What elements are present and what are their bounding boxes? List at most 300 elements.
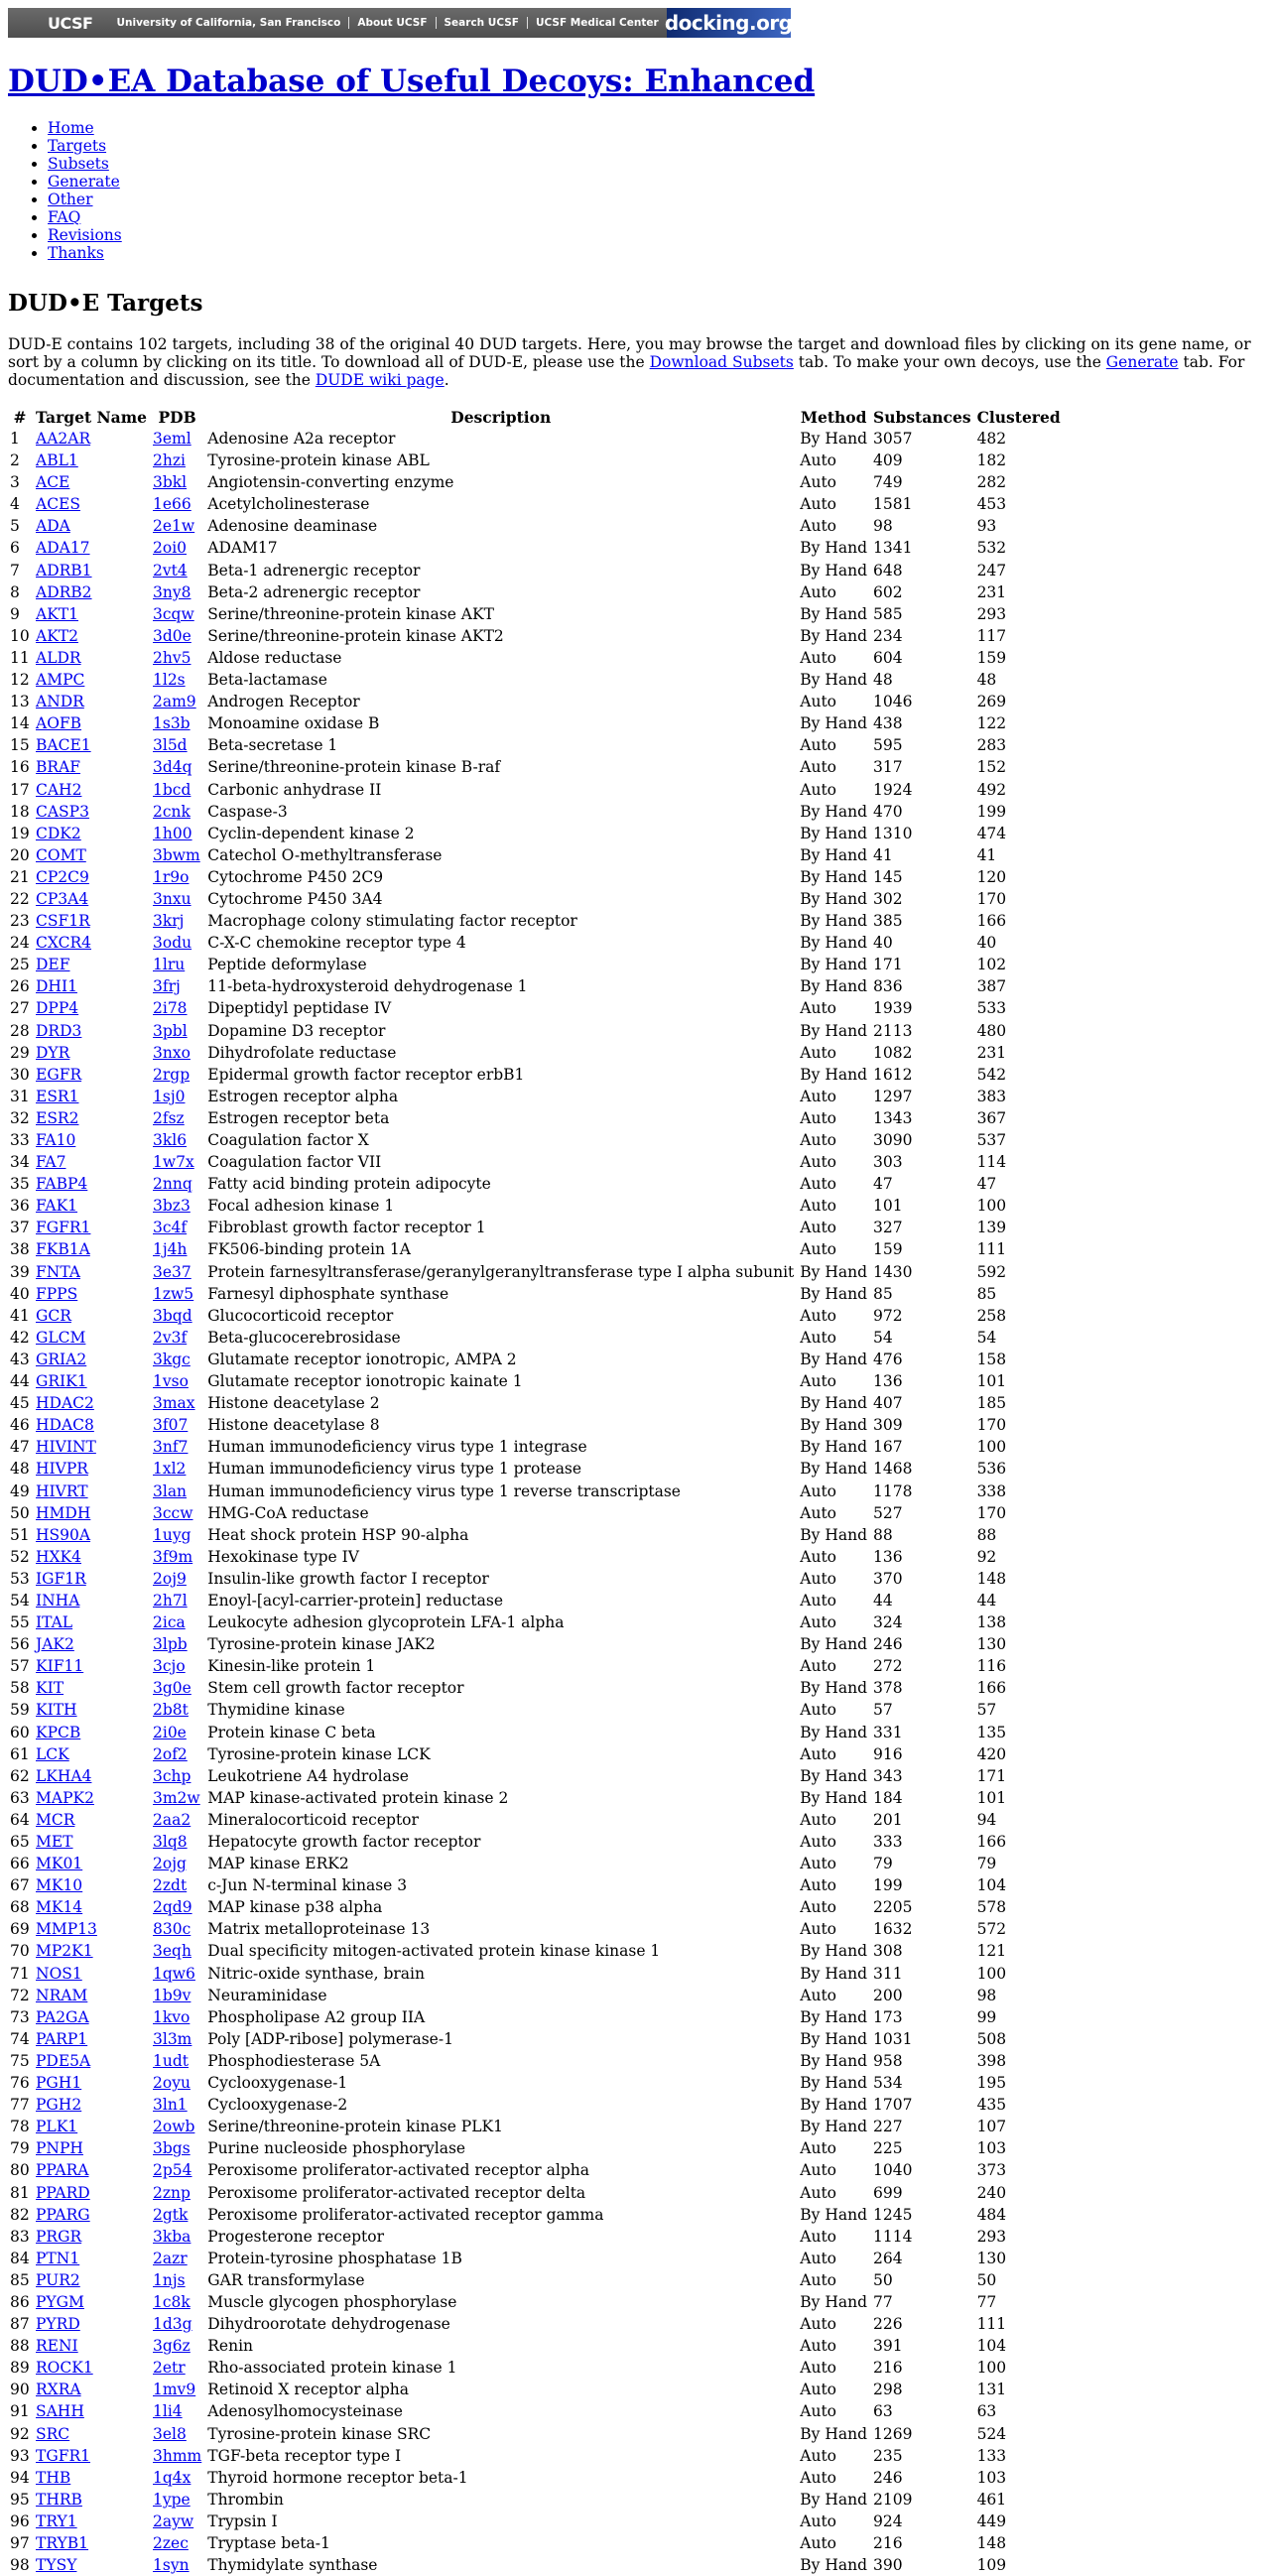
target-name-link[interactable]: THB — [36, 2468, 71, 2487]
pdb-link[interactable]: 3kl6 — [153, 1131, 188, 1149]
pdb-link[interactable]: 1r9o — [153, 867, 190, 886]
target-name-link[interactable]: CXCR4 — [36, 934, 92, 953]
pdb-link[interactable]: 830c — [153, 1920, 191, 1939]
pdb-link[interactable]: 3eml — [153, 430, 191, 448]
target-name-link[interactable]: CAH2 — [36, 780, 82, 799]
target-name-link[interactable]: FA7 — [36, 1153, 66, 1172]
cell-description: Human immunodeficiency virus type 1 integrase — [207, 1438, 587, 1457]
pdb-link[interactable]: 2e1w — [153, 517, 195, 536]
table-row — [8, 1918, 1063, 1940]
target-name-link[interactable]: AMPC — [36, 671, 85, 690]
cell-clustered-count: 152 — [976, 758, 1007, 777]
target-name-link[interactable]: COMT — [36, 845, 86, 864]
cell-substances-count: 136 — [873, 1372, 903, 1391]
pdb-link[interactable]: 1syn — [153, 2556, 190, 2575]
cell-description: Adenosylhomocysteinase — [207, 2402, 403, 2421]
cell-method: Auto — [800, 736, 837, 755]
pdb-link[interactable]: 2ica — [153, 1613, 186, 1632]
target-name-link[interactable]: DEF — [36, 956, 70, 974]
target-name-link[interactable]: AKT2 — [36, 626, 78, 645]
banner-link-about[interactable]: About UCSF — [348, 17, 435, 29]
target-name-link[interactable]: MET — [36, 1833, 73, 1851]
target-name-link[interactable]: TRY1 — [36, 2512, 77, 2530]
pdb-link[interactable]: 3g0e — [153, 1679, 191, 1698]
cell-clustered-count: 54 — [976, 1328, 997, 1347]
target-name-link[interactable]: GLCM — [36, 1328, 86, 1347]
pdb-link[interactable]: 2hv5 — [153, 648, 191, 667]
cell-row-number: 39 — [10, 1262, 30, 1281]
pdb-link[interactable]: 3frj — [153, 977, 181, 996]
pdb-link[interactable]: 1s3b — [153, 714, 191, 733]
pdb-link[interactable]: 1li4 — [153, 2402, 183, 2421]
pdb-link[interactable]: 3f9m — [153, 1547, 193, 1566]
table-row — [8, 1502, 1063, 1524]
cell-substances-count: 159 — [873, 1240, 903, 1259]
cell-pdb-id — [151, 1722, 203, 1743]
pdb-link[interactable]: 3l3m — [153, 2029, 192, 2048]
cell-substances-count: 77 — [873, 2292, 893, 2311]
pdb-link[interactable]: 1j4h — [153, 1240, 188, 1259]
target-name-link[interactable]: PPARG — [36, 2205, 90, 2224]
pdb-link[interactable]: 1vso — [153, 1372, 189, 1391]
pdb-link[interactable]: 3ccw — [153, 1503, 193, 1522]
target-name-link[interactable]: TYSY — [36, 2556, 77, 2575]
target-name-link[interactable]: HS90A — [36, 1525, 91, 1544]
pdb-link[interactable]: 3m2w — [153, 1788, 200, 1807]
banner-link-search[interactable]: Search UCSF — [436, 17, 527, 29]
target-name-link[interactable]: CDK2 — [36, 824, 81, 842]
target-name-link[interactable]: PGH2 — [36, 2096, 82, 2115]
pdb-link[interactable]: 1b9v — [153, 1986, 191, 2004]
pdb-link[interactable]: 1sj0 — [153, 1087, 186, 1105]
target-name-link[interactable]: EGFR — [36, 1065, 82, 1084]
target-name-link[interactable]: KITH — [36, 1701, 77, 1720]
target-name-link[interactable]: LKHA4 — [36, 1766, 92, 1785]
pdb-link[interactable]: 3g6z — [153, 2337, 191, 2356]
target-name-link[interactable]: ADRB2 — [36, 582, 92, 601]
cell-substances-count: 1310 — [873, 824, 913, 842]
table-row — [8, 2006, 1063, 2028]
target-name-link[interactable]: PLK1 — [36, 2118, 78, 2136]
pdb-link[interactable]: 2am9 — [153, 693, 196, 711]
cell-clustered-count: 195 — [976, 2074, 1007, 2093]
target-name-link[interactable]: PYGM — [36, 2292, 84, 2311]
nav-item-faq — [48, 208, 1268, 226]
target-name-link[interactable]: SAHH — [36, 2402, 84, 2421]
cell-pdb-id — [151, 1042, 203, 1064]
cell-description: Fatty acid binding protein adipocyte — [207, 1175, 491, 1194]
pdb-link[interactable]: 3d0e — [153, 626, 191, 645]
target-name-link[interactable]: TRYB1 — [36, 2534, 89, 2552]
cell-row-number: 33 — [10, 1131, 30, 1149]
target-name-link[interactable]: DHI1 — [36, 977, 77, 996]
pdb-link[interactable]: 2zec — [153, 2534, 189, 2552]
pdb-link[interactable]: 2rgp — [153, 1065, 191, 1084]
banner-link-medical-center[interactable]: UCSF Medical Center — [527, 17, 667, 29]
pdb-link[interactable]: 3el8 — [153, 2424, 187, 2443]
target-name-link[interactable]: PYRD — [36, 2315, 80, 2334]
pdb-link[interactable]: 2ayw — [153, 2512, 194, 2530]
target-name-link[interactable]: HDAC2 — [36, 1394, 94, 1413]
target-name-link[interactable]: MK14 — [36, 1898, 83, 1917]
cell-row-number: 92 — [10, 2424, 30, 2443]
target-name-link[interactable]: MMP13 — [36, 1920, 97, 1939]
pdb-link[interactable]: 3ny8 — [153, 582, 191, 601]
pdb-link[interactable]: 3bqd — [153, 1306, 192, 1325]
target-name-link[interactable]: GCR — [36, 1306, 71, 1325]
cell-row-number: 91 — [10, 2402, 30, 2421]
target-name-link[interactable]: PA2GA — [36, 2007, 89, 2026]
banner-link-ucsf[interactable]: University of California, San Francisco — [116, 17, 341, 29]
target-name-link[interactable]: PRGR — [36, 2227, 82, 2246]
pdb-link[interactable]: 2cnk — [153, 802, 191, 821]
pdb-link[interactable]: 3cjo — [153, 1657, 186, 1676]
pdb-link[interactable]: 3cqw — [153, 604, 194, 623]
pdb-link[interactable]: 2gtk — [153, 2205, 189, 2224]
column-header-clustered[interactable]: Clustered — [976, 408, 1061, 427]
pdb-link[interactable]: 3l5d — [153, 736, 188, 755]
pdb-link[interactable]: 3lq8 — [153, 1833, 188, 1851]
pdb-link[interactable]: 1h00 — [153, 824, 192, 842]
cell-pdb-id — [151, 560, 203, 581]
table-row — [8, 1722, 1063, 1743]
cell-pdb-id — [151, 1370, 203, 1392]
target-name-link[interactable]: BACE1 — [36, 736, 91, 755]
cell-row-number: 29 — [10, 1043, 30, 1062]
target-name-link[interactable]: KIF11 — [36, 1657, 84, 1676]
pdb-link[interactable]: 3bgs — [153, 2139, 191, 2158]
cell-pdb-id — [151, 625, 203, 647]
pdb-link[interactable]: 2fsz — [153, 1108, 185, 1127]
target-name-link[interactable]: FPPS — [36, 1284, 78, 1303]
nav-link-targets[interactable]: Targets — [48, 137, 107, 155]
pdb-link[interactable]: 3d4q — [153, 758, 192, 777]
cell-row-number: 64 — [10, 1810, 30, 1829]
target-name-link[interactable]: HIVINT — [36, 1438, 96, 1457]
target-name-link[interactable]: DPP4 — [36, 999, 79, 1018]
pdb-link[interactable]: 1ype — [153, 2490, 191, 2509]
target-name-link[interactable]: ESR2 — [36, 1108, 79, 1127]
pdb-link[interactable]: 3c4f — [153, 1219, 188, 1237]
pdb-link[interactable]: 1w7x — [153, 1153, 194, 1172]
target-name-link[interactable]: MAPK2 — [36, 1788, 94, 1807]
target-name-link[interactable]: HIVRT — [36, 1481, 88, 1500]
page-title-link[interactable]: DUD•EA Database of Useful Decoys: Enhanced — [8, 64, 816, 99]
pdb-link[interactable]: 3nf7 — [153, 1438, 189, 1457]
cell-method: By Hand — [800, 2424, 868, 2443]
target-name-link[interactable]: FGFR1 — [36, 1219, 91, 1237]
target-name-link[interactable]: MK01 — [36, 1855, 83, 1873]
cell-row-number: 3 — [10, 473, 20, 492]
cell-method: Auto — [800, 2468, 837, 2487]
cell-clustered-count: 170 — [976, 889, 1007, 908]
cell-clustered-count: 536 — [976, 1460, 1007, 1479]
pdb-link[interactable]: 2aa2 — [153, 1810, 191, 1829]
target-name-link[interactable]: FABP4 — [36, 1175, 88, 1194]
ucsf-logo[interactable]: UCSF — [48, 13, 93, 33]
cell-method: By Hand — [800, 604, 868, 623]
target-name-link[interactable]: ITAL — [36, 1613, 73, 1632]
cell-description: Leukocyte adhesion glycoprotein LFA-1 alpha — [207, 1613, 565, 1632]
cell-substances-count: 85 — [873, 1284, 893, 1303]
cell-row-number: 85 — [10, 2270, 30, 2289]
generate-link[interactable]: Generate — [1105, 353, 1179, 371]
pdb-link[interactable]: 1xl2 — [153, 1460, 187, 1479]
dude-wiki-link[interactable]: DUDE wiki page — [315, 371, 445, 389]
cell-substances-count: 1468 — [873, 1460, 913, 1479]
pdb-link[interactable]: 1udt — [153, 2051, 189, 2070]
target-name-link[interactable]: AOFB — [36, 714, 82, 733]
pdb-link[interactable]: 2i78 — [153, 999, 188, 1018]
target-name-link[interactable]: CASP3 — [36, 802, 89, 821]
pdb-link[interactable]: 1kvo — [153, 2007, 191, 2026]
target-name-link[interactable]: MP2K1 — [36, 1942, 93, 1961]
cell-substances-count: 184 — [873, 1788, 903, 1807]
target-name-link[interactable]: FKB1A — [36, 1240, 90, 1259]
target-name-link[interactable]: INHA — [36, 1591, 80, 1610]
pdb-link[interactable]: 2owb — [153, 2118, 195, 2136]
pdb-link[interactable]: 3max — [153, 1394, 195, 1413]
target-name-link[interactable]: ACES — [36, 495, 80, 514]
target-name-link[interactable]: HXK4 — [36, 1547, 81, 1566]
target-name-link[interactable]: NRAM — [36, 1986, 88, 2004]
intro-text-3: tab. For documentation and discussion, see the — [8, 353, 1245, 389]
target-name-link[interactable]: PNPH — [36, 2139, 83, 2158]
cell-clustered-count: 166 — [976, 1833, 1007, 1851]
cell-method: By Hand — [800, 2490, 868, 2509]
pdb-link[interactable]: 3eqh — [153, 1942, 191, 1961]
pdb-link[interactable]: 2h7l — [153, 1591, 188, 1610]
cell-row-number: 78 — [10, 2118, 30, 2136]
target-name-link[interactable]: HDAC8 — [36, 1416, 94, 1435]
cell-clustered-count: 524 — [976, 2424, 1007, 2443]
pdb-link[interactable]: 3lpb — [153, 1635, 188, 1654]
pdb-link[interactable]: 3krj — [153, 912, 185, 931]
column-header-target-name[interactable]: Target Name — [36, 408, 147, 427]
nav-item-generate — [48, 173, 1268, 191]
target-name-link[interactable]: SRC — [36, 2424, 70, 2443]
pdb-link[interactable]: 2v3f — [153, 1328, 188, 1347]
pdb-link[interactable]: 3bkl — [153, 473, 188, 492]
pdb-link[interactable]: 2qd9 — [153, 1898, 192, 1917]
pdb-link[interactable]: 2i0e — [153, 1723, 187, 1741]
pdb-link[interactable]: 2oi0 — [153, 539, 188, 558]
target-name-link[interactable]: MK10 — [36, 1876, 83, 1895]
target-name-link[interactable]: BRAF — [36, 758, 81, 777]
pdb-link[interactable]: 1njs — [153, 2270, 186, 2289]
pdb-link[interactable]: 1lru — [153, 956, 186, 974]
target-name-link[interactable]: PPARA — [36, 2161, 89, 2180]
cell-clustered-count: 103 — [976, 2139, 1007, 2158]
cell-target-name — [34, 2445, 149, 2467]
target-name-link[interactable]: PUR2 — [36, 2270, 80, 2289]
pdb-link[interactable]: 1q4x — [153, 2468, 191, 2487]
pdb-link[interactable]: 3bwm — [153, 845, 200, 864]
cell-target-name — [34, 1963, 149, 1985]
column-header-method[interactable]: Method — [800, 408, 867, 427]
target-name-link[interactable]: AKT1 — [36, 604, 78, 623]
cell-row-number: 41 — [10, 1306, 30, 1325]
target-name-link[interactable]: ACE — [36, 473, 70, 492]
download-subsets-link[interactable]: Download Subsets — [649, 353, 794, 371]
pdb-link[interactable]: 2hzi — [153, 451, 186, 470]
pdb-link[interactable]: 3kgc — [153, 1350, 191, 1368]
pdb-link[interactable]: 3pbl — [153, 1021, 188, 1040]
target-name-link[interactable]: ABL1 — [36, 451, 78, 470]
cell-description: Peroxisome proliferator-activated receptor delta — [207, 2183, 586, 2202]
pdb-link[interactable]: 3lan — [153, 1481, 188, 1500]
pdb-link[interactable]: 3nxo — [153, 1043, 191, 1062]
target-name-link[interactable]: KIT — [36, 1679, 64, 1698]
pdb-link[interactable]: 1bcd — [153, 780, 191, 799]
target-name-link[interactable]: CSF1R — [36, 912, 90, 931]
pdb-link[interactable]: 2oj9 — [153, 1569, 187, 1588]
target-name-link[interactable]: ALDR — [36, 648, 81, 667]
cell-substances-count: 602 — [873, 582, 903, 601]
target-name-link[interactable]: PARP1 — [36, 2029, 88, 2048]
target-name-link[interactable]: RXRA — [36, 2381, 81, 2399]
pdb-link[interactable]: 3bz3 — [153, 1197, 191, 1216]
nav-link-thanks[interactable]: Thanks — [48, 244, 104, 262]
target-name-link[interactable]: PDE5A — [36, 2051, 91, 2070]
target-name-link[interactable]: ADRB1 — [36, 561, 92, 580]
cell-substances-count: 199 — [873, 1876, 903, 1895]
target-name-link[interactable]: MCR — [36, 1810, 75, 1829]
cell-row-number: 60 — [10, 1723, 30, 1741]
pdb-link[interactable]: 2oyu — [153, 2074, 191, 2093]
cell-clustered-count: 57 — [976, 1701, 997, 1720]
cell-description: Coagulation factor VII — [207, 1153, 382, 1172]
cell-target-name — [34, 1896, 149, 1918]
target-name-link[interactable]: TGFR1 — [36, 2446, 91, 2465]
pdb-link[interactable]: 2azr — [153, 2249, 188, 2267]
nav-link-home[interactable]: Home — [48, 119, 94, 137]
target-name-link[interactable]: FA10 — [36, 1131, 76, 1149]
column-header-number[interactable]: # — [13, 408, 27, 427]
pdb-link[interactable]: 3e37 — [153, 1262, 191, 1281]
cell-target-name — [34, 1020, 149, 1042]
table-row — [8, 2182, 1063, 2204]
nav-link-other[interactable]: Other — [48, 191, 93, 208]
cell-method: By Hand — [800, 956, 868, 974]
target-name-link[interactable]: HMDH — [36, 1503, 91, 1522]
intro-text-2: tab. To make your own decoys, use the — [793, 353, 1106, 371]
pdb-link[interactable]: 3chp — [153, 1766, 191, 1785]
cell-row-number: 73 — [10, 2007, 30, 2026]
pdb-link[interactable]: 1qw6 — [153, 1964, 195, 1983]
target-name-link[interactable]: KPCB — [36, 1723, 81, 1741]
cell-clustered-count: 484 — [976, 2205, 1007, 2224]
target-name-link[interactable]: IGF1R — [36, 1569, 86, 1588]
pdb-link[interactable]: 3ln1 — [153, 2096, 188, 2115]
target-name-link[interactable]: FAK1 — [36, 1197, 78, 1216]
target-name-link[interactable]: PTN1 — [36, 2249, 80, 2267]
target-name-link[interactable]: DYR — [36, 1043, 70, 1062]
target-name-link[interactable]: AA2AR — [36, 430, 91, 448]
table-row — [8, 691, 1063, 712]
cell-pdb-id — [151, 2489, 203, 2511]
target-name-link[interactable]: ESR1 — [36, 1087, 79, 1105]
cell-description: Beta-lactamase — [207, 671, 327, 690]
target-name-link[interactable]: ANDR — [36, 693, 84, 711]
pdb-link[interactable]: 2b8t — [153, 1701, 189, 1720]
target-name-link[interactable]: NOS1 — [36, 1964, 82, 1983]
pdb-link[interactable]: 3kba — [153, 2227, 191, 2246]
pdb-link[interactable]: 3nxu — [153, 889, 191, 908]
pdb-link[interactable]: 2zdt — [153, 1876, 188, 1895]
pdb-link[interactable]: 2nnq — [153, 1175, 192, 1194]
target-name-link[interactable]: FNTA — [36, 1262, 81, 1281]
pdb-link[interactable]: 1mv9 — [153, 2381, 196, 2399]
pdb-link[interactable]: 2znp — [153, 2183, 191, 2202]
pdb-link[interactable]: 2p54 — [153, 2161, 192, 2180]
nav-link-faq[interactable]: FAQ — [48, 208, 81, 226]
target-name-link[interactable]: RENI — [36, 2337, 78, 2356]
target-name-link[interactable]: CP2C9 — [36, 867, 89, 886]
pdb-link[interactable]: 1zw5 — [153, 1284, 194, 1303]
pdb-link[interactable]: 2vt4 — [153, 561, 188, 580]
target-name-link[interactable]: GRIK1 — [36, 1372, 87, 1391]
cell-description: Focal adhesion kinase 1 — [207, 1197, 395, 1216]
target-name-link[interactable]: PPARD — [36, 2183, 90, 2202]
target-name-link[interactable]: PGH1 — [36, 2074, 82, 2093]
cell-description: Cyclin-dependent kinase 2 — [207, 824, 415, 842]
target-name-link[interactable]: DRD3 — [36, 1021, 82, 1040]
target-name-link[interactable]: ADA — [36, 517, 70, 536]
cell-pdb-id — [151, 691, 203, 712]
nav-link-generate[interactable]: Generate — [48, 173, 120, 191]
cell-method: By Hand — [800, 1394, 868, 1413]
cell-row-number: 2 — [10, 451, 20, 470]
cell-method: Auto — [800, 1833, 837, 1851]
docking-org-logo[interactable]: docking.org — [667, 8, 791, 38]
nav-link-revisions[interactable]: Revisions — [48, 226, 122, 244]
target-name-link[interactable]: ADA17 — [36, 539, 90, 558]
table-row — [8, 1481, 1063, 1502]
pdb-link[interactable]: 1d3g — [153, 2315, 192, 2334]
cell-pdb-id — [151, 1217, 203, 1238]
cell-target-name — [34, 2423, 149, 2445]
column-header-substances[interactable]: Substances — [873, 408, 971, 427]
target-name-link[interactable]: JAK2 — [36, 1635, 74, 1654]
pdb-link[interactable]: 3f07 — [153, 1416, 189, 1435]
cell-method: Auto — [800, 2270, 837, 2289]
pdb-link[interactable]: 2ojg — [153, 1855, 187, 1873]
pdb-link[interactable]: 2etr — [153, 2359, 186, 2378]
column-header-description[interactable]: Description — [450, 408, 552, 427]
pdb-link[interactable]: 2of2 — [153, 1744, 188, 1763]
pdb-link[interactable]: 3hmm — [153, 2446, 202, 2465]
target-name-link[interactable]: HIVPR — [36, 1460, 88, 1479]
cell-row-number: 14 — [10, 714, 30, 733]
target-name-link[interactable]: THRB — [36, 2490, 82, 2509]
pdb-link[interactable]: 1e66 — [153, 495, 191, 514]
cell-target-name — [34, 888, 149, 910]
column-header-pdb[interactable]: PDB — [158, 408, 196, 427]
target-name-link[interactable]: CP3A4 — [36, 889, 89, 908]
cell-pdb-id — [151, 1392, 203, 1414]
pdb-link[interactable]: 1uyg — [153, 1525, 191, 1544]
nav-link-subsets[interactable]: Subsets — [48, 155, 109, 173]
target-name-link[interactable]: LCK — [36, 1744, 69, 1763]
pdb-link[interactable]: 1c8k — [153, 2292, 191, 2311]
cell-substances-count: 101 — [873, 1197, 903, 1216]
pdb-link[interactable]: 1l2s — [153, 671, 186, 690]
pdb-link[interactable]: 3odu — [153, 934, 192, 953]
target-name-link[interactable]: GRIA2 — [36, 1350, 87, 1368]
target-name-link[interactable]: ROCK1 — [36, 2359, 93, 2378]
cell-method: Auto — [800, 451, 837, 470]
